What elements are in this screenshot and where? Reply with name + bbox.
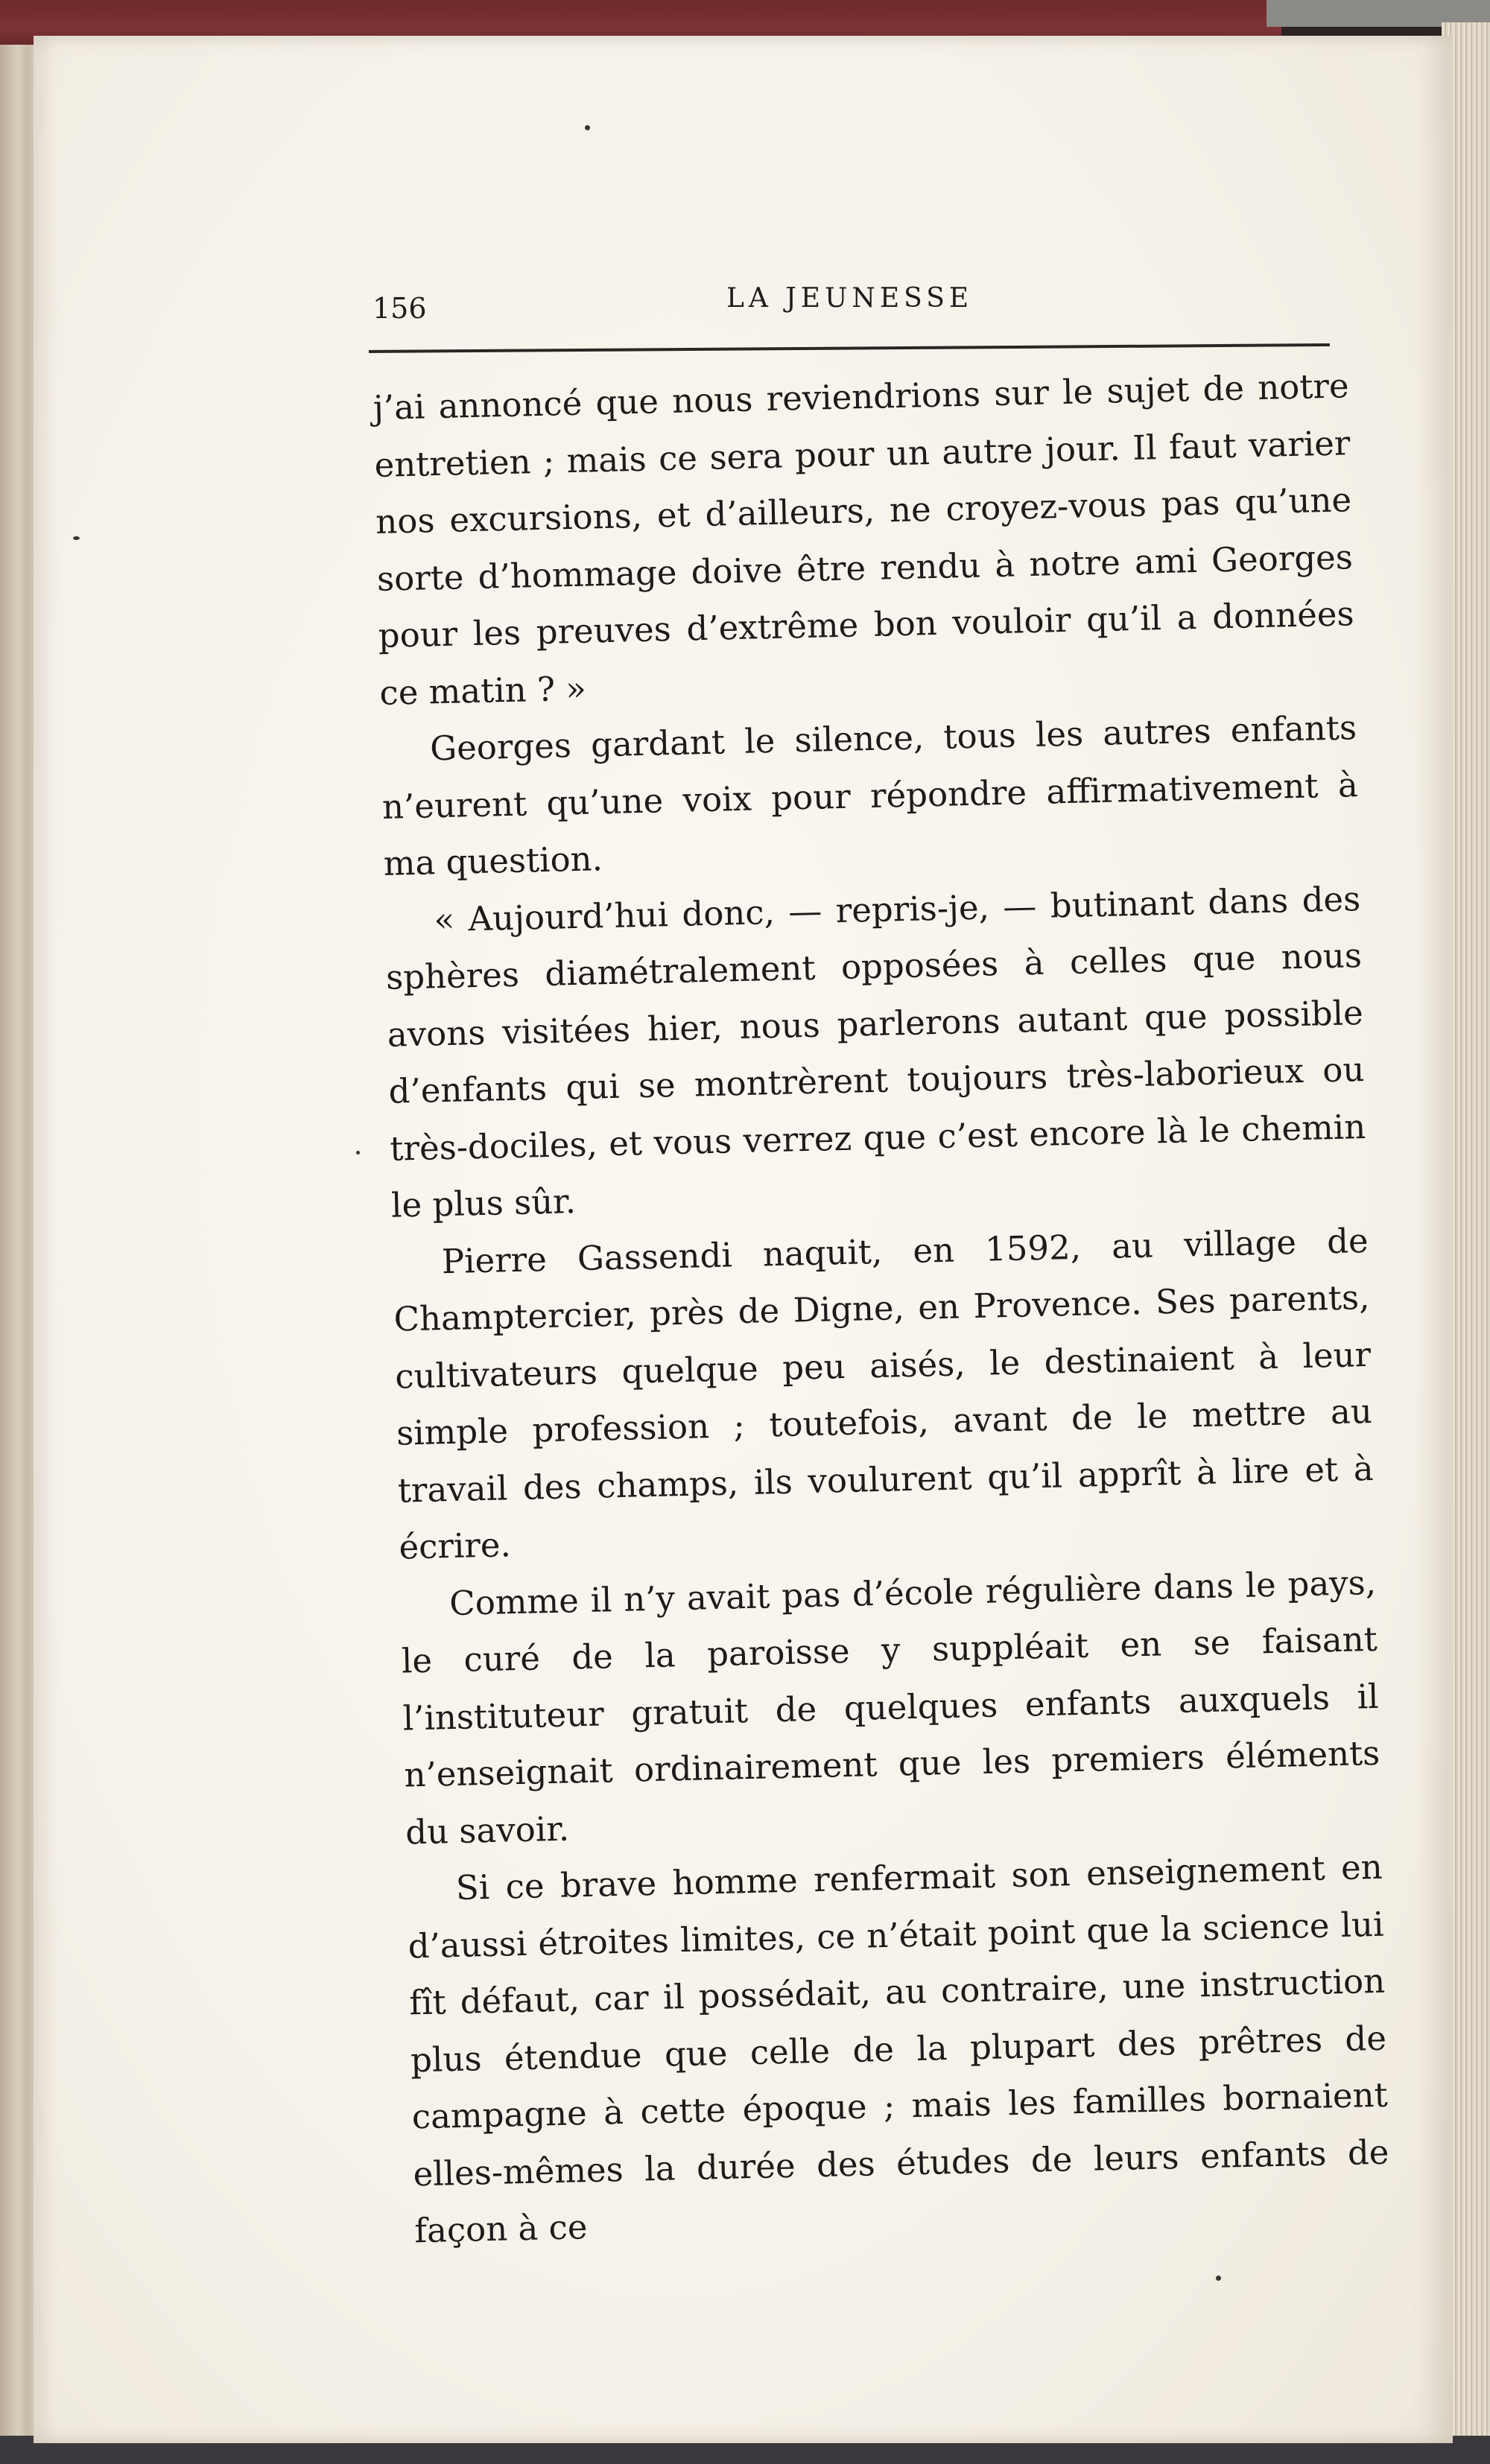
running-title: LA JEUNESSE [726, 283, 974, 314]
page-number: 156 [372, 292, 427, 325]
paragraph: Pierre Gassendi naquit, en 1592, au village de Champtercier, près de Digne, en Provence. Ses parents, cultivateurs quelque peu aisés, le destinaient à leur simple profession ; toutefois, avant de le mettre au travail des champs, ils voulurent qu’il apprît à lire et à écrire. [393, 1220, 1375, 1567]
paper-speck [585, 125, 590, 130]
paragraph: Comme il n’y avait pas d’école régulière dans le pays, le curé de la paroisse y suppléait en se faisant l’instituteur gratuit de quelques enfants auxquels il n’enseignait ordinairement que les premiers éléments du savoir. [401, 1562, 1380, 1852]
paper-speck [356, 1151, 360, 1155]
body-text [372, 358, 1391, 2260]
paragraph: j’ai annoncé que nous reviendrions sur le sujet de notre entretien ; mais ce sera pour un autre jour. Il faut varier nos excursions, et d’ailleurs, ne croyez-vous pas qu’une sorte d’hommage doive être rendu à notre ami Georges pour les preuves d’extrême bon vouloir qu’il a données ce matin ? » [372, 366, 1355, 713]
paper-speck [1216, 2276, 1221, 2281]
paragraph: « Aujourd’hui donc, — repris-je, — butinant dans des sphères diamétralement opposées à celles que nous avons visitées hier, nous parlerons autant que possible d’enfants qui se montrèrent toujours très-laborieux ou très-dociles, et vous verrez que c’est encore là le chemin le plus sûr. [385, 878, 1366, 1225]
paragraph: Si ce brave homme renfermait son enseignement en d’aussi étroites limites, ce n’était point que la science lui fît défaut, car il possédait, au contraire, une instruction plus étendue que celle de la plupart des prêtres de campagne à cette époque ; mais les familles bornaient elles-mêmes la durée des études de leurs enfants de façon à ce [408, 1847, 1389, 2251]
paper-speck [73, 536, 80, 540]
paragraph: Georges gardant le silence, tous les autres enfants n’eurent qu’une voix pour répondre affirmativement à ma question. [381, 708, 1359, 883]
